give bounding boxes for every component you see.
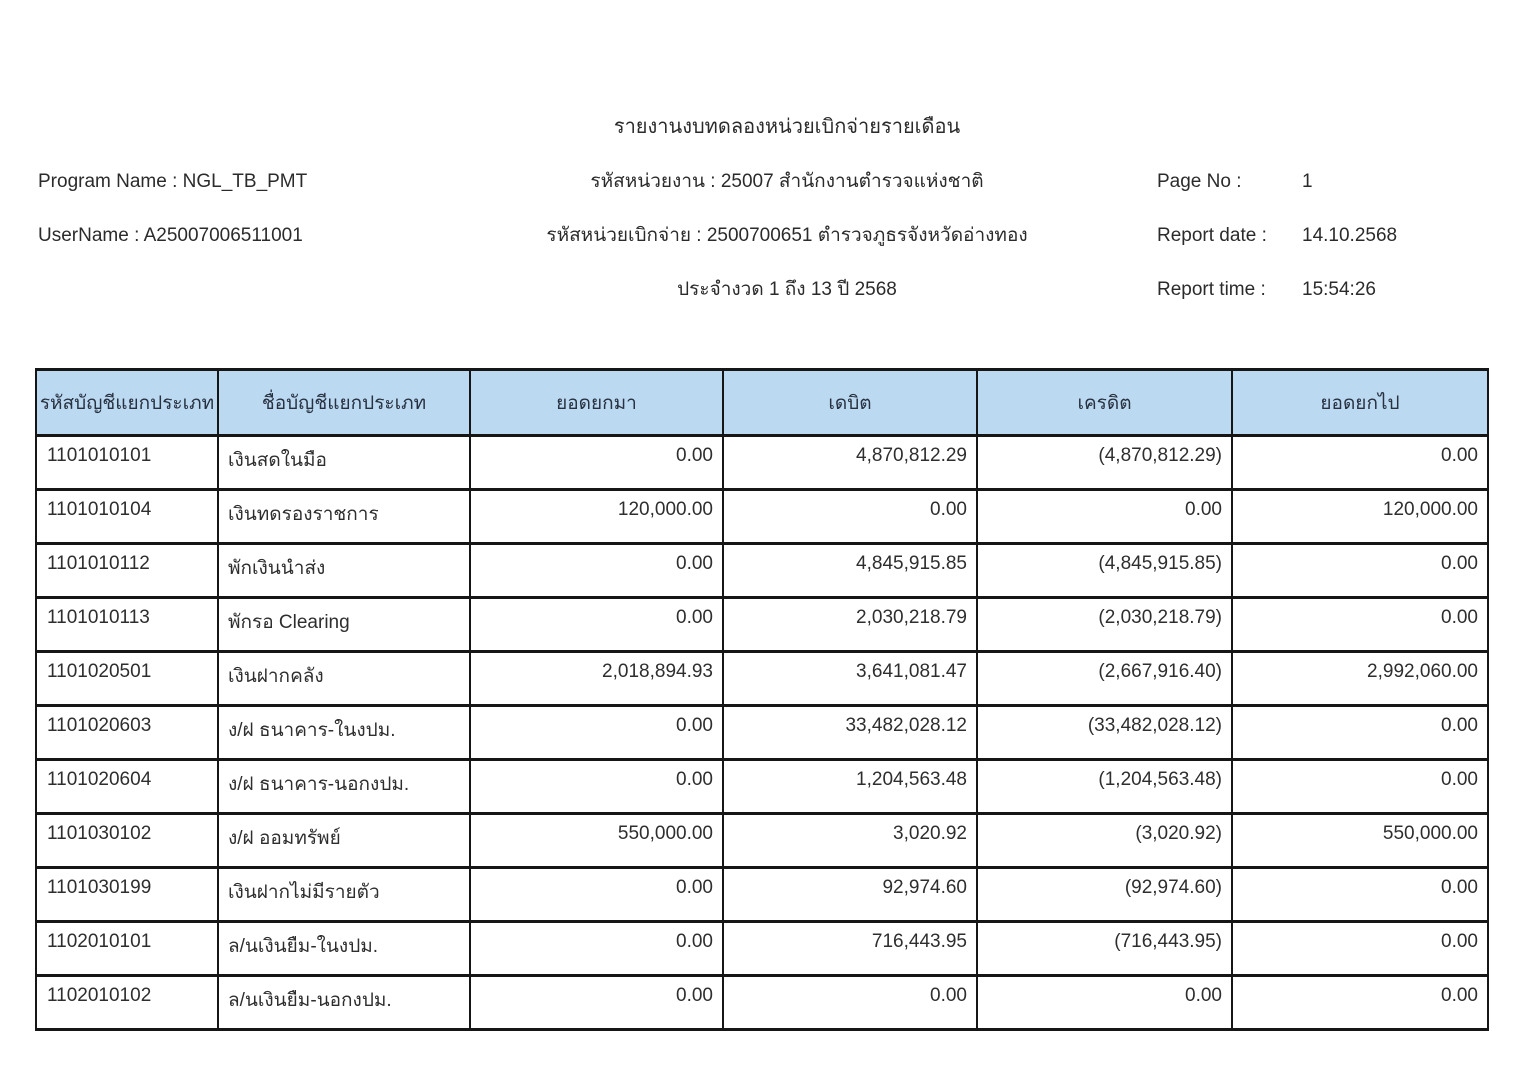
cell-debit: 4,845,915.85: [723, 544, 977, 598]
cell-credit: (1,204,563.48): [977, 760, 1232, 814]
table-row: [36, 814, 1488, 868]
table-row: [36, 490, 1488, 544]
cell-account-code: 1101010112: [36, 544, 218, 598]
table-row: [36, 706, 1488, 760]
cell-credit: (716,443.95): [977, 922, 1232, 976]
table-row: [36, 436, 1488, 490]
cell-debit: 0.00: [723, 490, 977, 544]
cell-opening-balance: 0.00: [470, 976, 723, 1030]
cell-account-code: 1101020501: [36, 652, 218, 706]
cell-debit: 1,204,563.48: [723, 760, 977, 814]
cell-opening-balance: 2,018,894.93: [470, 652, 723, 706]
cell-credit: (33,482,028.12): [977, 706, 1232, 760]
cell-closing-balance: 0.00: [1232, 922, 1488, 976]
page-no-value: 1: [1302, 171, 1313, 192]
report-table: [35, 368, 1489, 1031]
cell-closing-balance: 0.00: [1232, 436, 1488, 490]
table-row: [36, 598, 1488, 652]
cell-credit: (2,667,916.40): [977, 652, 1232, 706]
table-row: [36, 868, 1488, 922]
cell-account-name: เงินฝากคลัง: [218, 652, 470, 706]
cell-closing-balance: 0.00: [1232, 868, 1488, 922]
cell-debit: 3,641,081.47: [723, 652, 977, 706]
cell-account-code: 1101010101: [36, 436, 218, 490]
cell-credit: (3,020.92): [977, 814, 1232, 868]
cell-closing-balance: 120,000.00: [1232, 490, 1488, 544]
cell-account-name: ง/ฝ ธนาคาร-นอกงปม.: [218, 760, 470, 814]
user-name: UserName : A25007006511001: [38, 225, 303, 246]
cell-credit: 0.00: [977, 976, 1232, 1030]
cell-account-code: 1101020603: [36, 706, 218, 760]
cell-account-code: 1102010102: [36, 976, 218, 1030]
agency-code: รหัสหน่วยงาน : 25007 สำนักงานตำรวจแห่งชาติ: [590, 171, 984, 192]
cell-closing-balance: 0.00: [1232, 976, 1488, 1030]
cell-opening-balance: 0.00: [470, 706, 723, 760]
cell-credit: (4,845,915.85): [977, 544, 1232, 598]
table-header-row: [36, 370, 1488, 436]
cell-account-name: ง/ฝ ธนาคาร-ในงปม.: [218, 706, 470, 760]
cell-opening-balance: 0.00: [470, 922, 723, 976]
cell-credit: (92,974.60): [977, 868, 1232, 922]
cell-account-name: ล/นเงินยืม-นอกงปม.: [218, 976, 470, 1030]
table-row: [36, 544, 1488, 598]
cell-debit: 716,443.95: [723, 922, 977, 976]
cell-account-code: 1101030102: [36, 814, 218, 868]
report-period: ประจำงวด 1 ถึง 13 ปี 2568: [677, 279, 897, 300]
cell-closing-balance: 0.00: [1232, 760, 1488, 814]
cell-opening-balance: 120,000.00: [470, 490, 723, 544]
cell-debit: 4,870,812.29: [723, 436, 977, 490]
report-date-value: 14.10.2568: [1302, 225, 1398, 246]
cell-account-code: 1101010104: [36, 490, 218, 544]
report-title: รายงานงบทดลองหน่วยเบิกจ่ายรายเดือน: [613, 116, 961, 138]
column-header: ยอดยกไป: [1232, 370, 1488, 436]
table-row: [36, 760, 1488, 814]
cell-account-name: ง/ฝ ออมทรัพย์: [218, 814, 470, 868]
cell-debit: 0.00: [723, 976, 977, 1030]
cell-debit: 2,030,218.79: [723, 598, 977, 652]
cell-debit: 33,482,028.12: [723, 706, 977, 760]
cell-account-code: 1102010101: [36, 922, 218, 976]
cell-opening-balance: 0.00: [470, 598, 723, 652]
report-time-value: 15:54:26: [1302, 279, 1376, 300]
cell-account-code: 1101010113: [36, 598, 218, 652]
table-row: [36, 922, 1488, 976]
program-name: Program Name : NGL_TB_PMT: [38, 171, 308, 192]
column-header: เครดิต: [977, 370, 1232, 436]
cell-account-name: พักรอ Clearing: [218, 598, 470, 652]
report-time-label: Report time :: [1157, 279, 1266, 300]
cell-closing-balance: 2,992,060.00: [1232, 652, 1488, 706]
cell-account-code: 1101020604: [36, 760, 218, 814]
cell-opening-balance: 0.00: [470, 760, 723, 814]
column-header: ยอดยกมา: [470, 370, 723, 436]
cell-opening-balance: 0.00: [470, 544, 723, 598]
cell-closing-balance: 0.00: [1232, 598, 1488, 652]
cell-debit: 92,974.60: [723, 868, 977, 922]
table-row: [36, 976, 1488, 1030]
cell-account-name: เงินฝากไม่มีรายตัว: [218, 868, 470, 922]
cell-debit: 3,020.92: [723, 814, 977, 868]
cell-account-name: พักเงินนำส่ง: [218, 544, 470, 598]
page-no-label: Page No :: [1157, 171, 1242, 192]
cell-closing-balance: 550,000.00: [1232, 814, 1488, 868]
cell-opening-balance: 0.00: [470, 868, 723, 922]
cell-credit: (2,030,218.79): [977, 598, 1232, 652]
report-date-label: Report date :: [1157, 225, 1267, 246]
cell-closing-balance: 0.00: [1232, 706, 1488, 760]
cell-opening-balance: 550,000.00: [470, 814, 723, 868]
cell-credit: 0.00: [977, 490, 1232, 544]
disbursement-unit-code: รหัสหน่วยเบิกจ่าย : 2500700651 ตำรวจภูธรจังหวัดอ่างทอง: [546, 225, 1028, 246]
column-header: เดบิต: [723, 370, 977, 436]
cell-account-name: เงินสดในมือ: [218, 436, 470, 490]
column-header: รหัสบัญชีแยกประเภท: [36, 370, 218, 436]
cell-closing-balance: 0.00: [1232, 544, 1488, 598]
cell-credit: (4,870,812.29): [977, 436, 1232, 490]
column-header: ชื่อบัญชีแยกประเภท: [218, 370, 470, 436]
cell-account-code: 1101030199: [36, 868, 218, 922]
table-row: [36, 652, 1488, 706]
cell-account-name: ล/นเงินยืม-ในงปม.: [218, 922, 470, 976]
cell-account-name: เงินทดรองราชการ: [218, 490, 470, 544]
cell-opening-balance: 0.00: [470, 436, 723, 490]
